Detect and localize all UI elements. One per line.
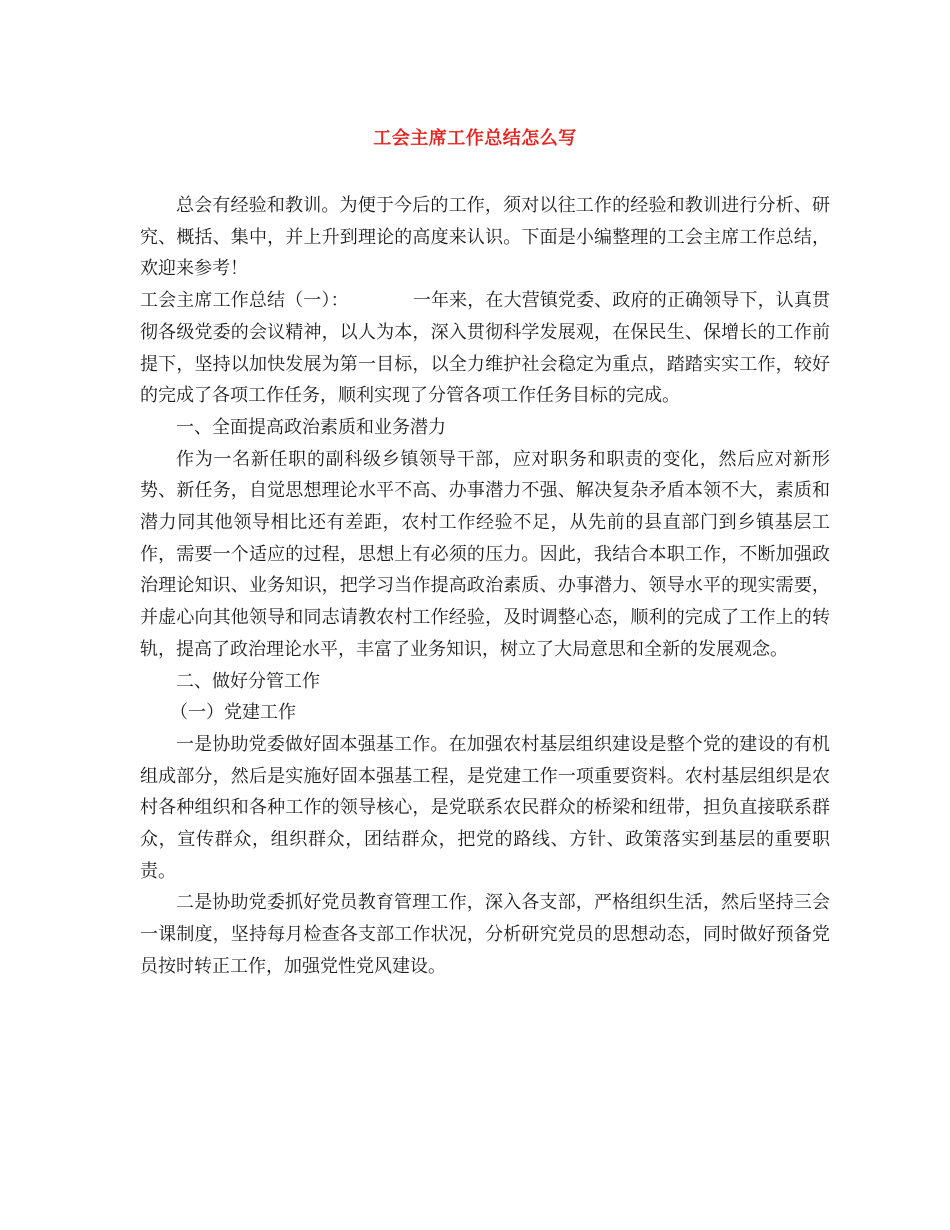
section-two-heading: 二、做好分管工作 bbox=[176, 670, 320, 692]
summary-one-paragraph bbox=[140, 285, 830, 412]
summary-one-label: 工会主席工作总结（一）： bbox=[140, 290, 349, 312]
summary-one-text: 一年来，在大营镇党委、政府的正确领导下，认真贯彻各级党委的会议精神，以人为本，深入贯彻科学发展观，在保民生、保增长的工作前提下，坚持以加快发展为第一目标，以全力维护社会稳定为重点，踏踏实实工作，较好的完成了各项工作任务，顺利实现了分管各项工作任务目标的完成。 bbox=[140, 290, 831, 407]
intro-paragraph: 总会有经验和教训。为便于今后的工作，须对以往工作的经验和教训进行分析、研究、概括、集中，并上升到理论的高度来认识。下面是小编整理的工会主席工作总结，欢迎来参考！ bbox=[140, 195, 830, 280]
document-title: 工会主席工作总结怎么写 bbox=[373, 128, 577, 149]
section-one-paragraph: 作为一名新任职的副科级乡镇领导干部，应对职务和职责的变化，然后应对新形势、新任务，自觉思想理论水平不高、办事潜力不强、解决复杂矛盾本领不大，素质和潜力同其他领导相比还有差距，农村工作经验不足，从先前的县直部门到乡镇基层工作，需要一个适应的过程，思想上有必须的压力。因此，我结合本职工作，不断加强政治理论知识、业务知识，把学习当作提高政治素质、办事潜力、领导水平的现实需要，并虚心向其他领导和同志请教农村工作经验，及时调整心态，顺利的完成了工作上的转轨，提高了政治理论水平，丰富了业务知识，树立了大局意思和全新的发展观念。 bbox=[140, 448, 830, 660]
document-body bbox=[140, 190, 830, 983]
party-building-paragraph-two: 二是协助党委抓好党员教育管理工作，深入各支部，严格组织生活，然后坚持三会一课制度，坚持每月检查各支部工作状况，分析研究党员的思想动态，同时做好预备党员按时转正工作，加强党性党风建设。 bbox=[140, 892, 830, 977]
party-building-paragraph-one: 一是协助党委做好固本强基工作。在加强农村基层组织建设是整个党的建设的有机组成部分，然后是实施好固本强基工程，是党建工作一项重要资料。农村基层组织是农村各种组织和各种工作的领导核心，是党联系农民群众的桥梁和纽带，担负直接联系群众，宣传群众，组织群众，团结群众，把党的路线、方针、政策落实到基层的重要职责。 bbox=[140, 733, 830, 882]
section-one-heading: 一、全面提高政治素质和业务潜力 bbox=[176, 416, 446, 438]
subsection-one-heading: （一）党建工作 bbox=[170, 702, 296, 724]
